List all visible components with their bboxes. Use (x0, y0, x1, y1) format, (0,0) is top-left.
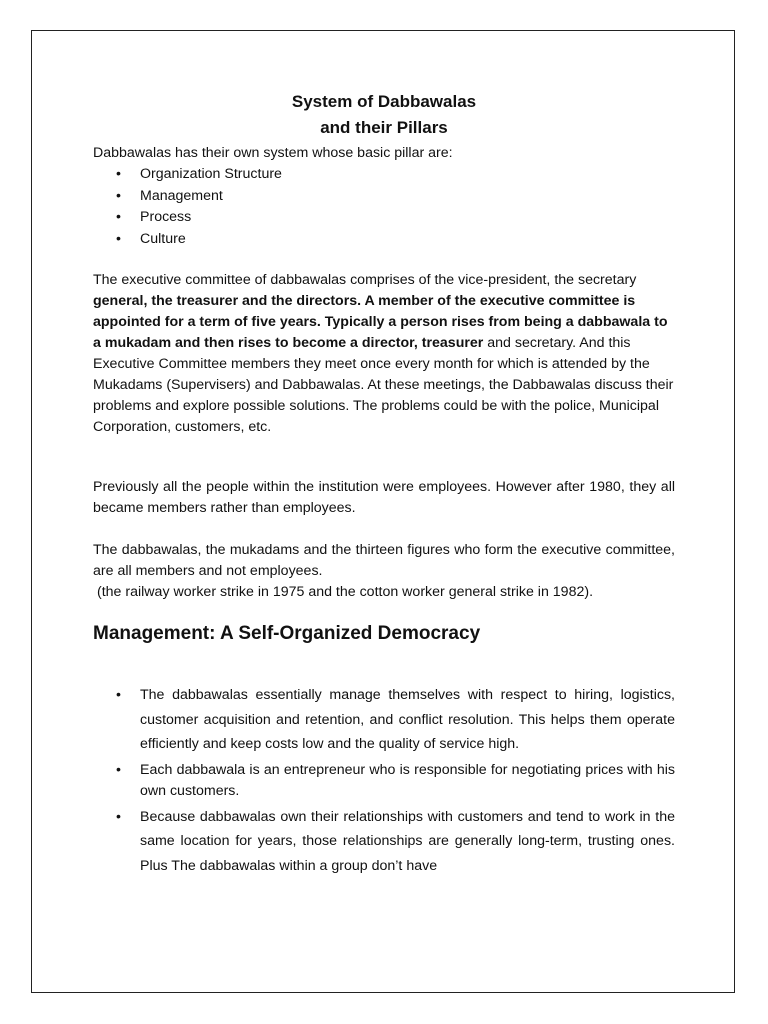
pillar-item: • Organization Structure (116, 164, 282, 186)
executive-committee-paragraph (93, 270, 675, 438)
pillar-item: • Process (116, 207, 282, 229)
members-paragraph: The dabbawalas, the mukadams and the thirteen figures who form the executive committee, are all members and not employees. (93, 542, 675, 579)
intro-text: Dabbawalas has their own system whose basic pillar are: (93, 145, 453, 161)
pillars-list (116, 164, 282, 250)
pillar-item: • Culture (116, 229, 282, 251)
management-heading: Management: A Self-Organized Democracy (93, 623, 481, 644)
previous-employees-paragraph: Previously all the people within the institution were employees. However after 1980, they all became members rather than employees. (93, 479, 675, 516)
management-point: • Because dabbawalas own their relationships with customers and tend to work in the same location for years, those relationships are generally long-term, trusting ones. Plus The dabbawalas within a group don’t have (116, 805, 675, 879)
document-title-line-1: System of Dabbawalas (291, 92, 477, 111)
management-point: • The dabbawalas essentially manage themselves with respect to hiring, logistics, customer acquisition and retention, and conflict resolution. This helps them operate efficiently and keep costs low and the quality of service high. (116, 683, 675, 757)
strike-note: (the railway worker strike in 1975 and the cotton worker general strike in 1982). (97, 584, 594, 600)
exec-text-part-2: and secretary. And this Executive Committee members they meet once every month for which is attended by the Mukadams (Supervisers) and Dabbawalas. At these meetings, the Dabbawalas discuss their problems and explore possible solutions. The problems could be with the police, Municipal Corporation, customers, etc. (93, 335, 674, 435)
document-title-line-2: and their Pillars (320, 118, 448, 137)
exec-text-part-1: The executive committee of dabbawalas comprises of the vice-president, the secretary (93, 272, 637, 288)
management-points-list (116, 683, 675, 878)
pillar-item: • Management (116, 186, 282, 208)
management-point: • Each dabbawala is an entrepreneur who is responsible for negotiating prices with his own customers. (116, 760, 675, 803)
exec-text-bold: general, the treasurer and the directors. A member of the executive committee is appointed for a term of five years. Typically a person rises from being a dabbawala to a mukadam and then rises to become a director, treasurer (93, 293, 668, 351)
